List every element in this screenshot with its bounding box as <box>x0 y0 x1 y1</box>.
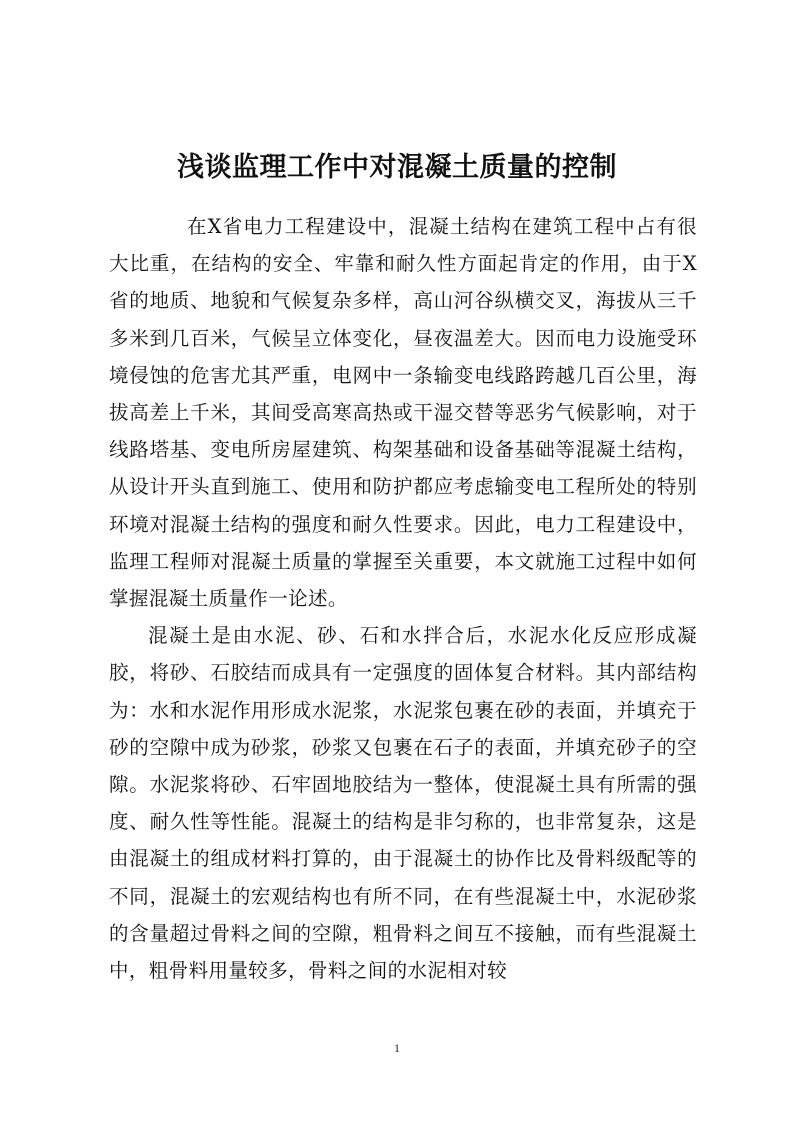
document-body <box>109 208 697 989</box>
paragraph-intro: 在X省电力工程建设中，混凝土结构在建筑工程中占有很大比重，在结构的安全、牢靠和耐久性方面起肯定的作用，由于X省的地质、地貌和气候复杂多样，高山河谷纵横交叉，海拔从三千多米到几百米，气候呈立体变化，昼夜温差大。因而电力设施受环境侵蚀的危害尤其严重，电网中一条输变电线路跨越几百公里，海拔高差上千米，其间受高寒高热或干湿交替等恶劣气候影响，对于线路塔基、变电所房屋建筑、构架基础和设备基础等混凝土结构，从设计开头直到施工、使用和防护都应考虑输变电工程所处的特别环境对混凝土结构的强度和耐久性要求。因此，电力工程建设中，监理工程师对混凝土质量的掌握至关重要，本文就施工过程中如何掌握混凝土质量作一论述。 <box>109 215 697 611</box>
page-number: 1 <box>394 1041 400 1055</box>
paragraph-concrete-structure: 混凝土是由水泥、砂、石和水拌合后，水泥水化反应形成凝胶，将砂、石胶结而成具有一定强度的固体复合材料。其内部结构为：水和水泥作用形成水泥浆，水泥浆包裹在砂的表面，并填充于砂的空隙中成为砂浆，砂浆又包裹在石子的表面，并填充砂子的空隙。水泥浆将砂、石牢固地胶结为一整体，使混凝土具有所需的强度、耐久性等性能。混凝土的结构是非匀称的，也非常复杂，这是由混凝土的组成材料打算的，由于混凝土的协作比及骨料级配等的不同，混凝土的宏观结构也有所不同，在有些混凝土中，水泥砂浆的含量超过骨料之间的空隙，粗骨料之间互不接触，而有些混凝土中，粗骨料用量较多，骨料之间的水泥相对较 <box>109 624 697 983</box>
document-title: 浅谈监理工作中对混凝土质量的控制 <box>177 152 617 183</box>
